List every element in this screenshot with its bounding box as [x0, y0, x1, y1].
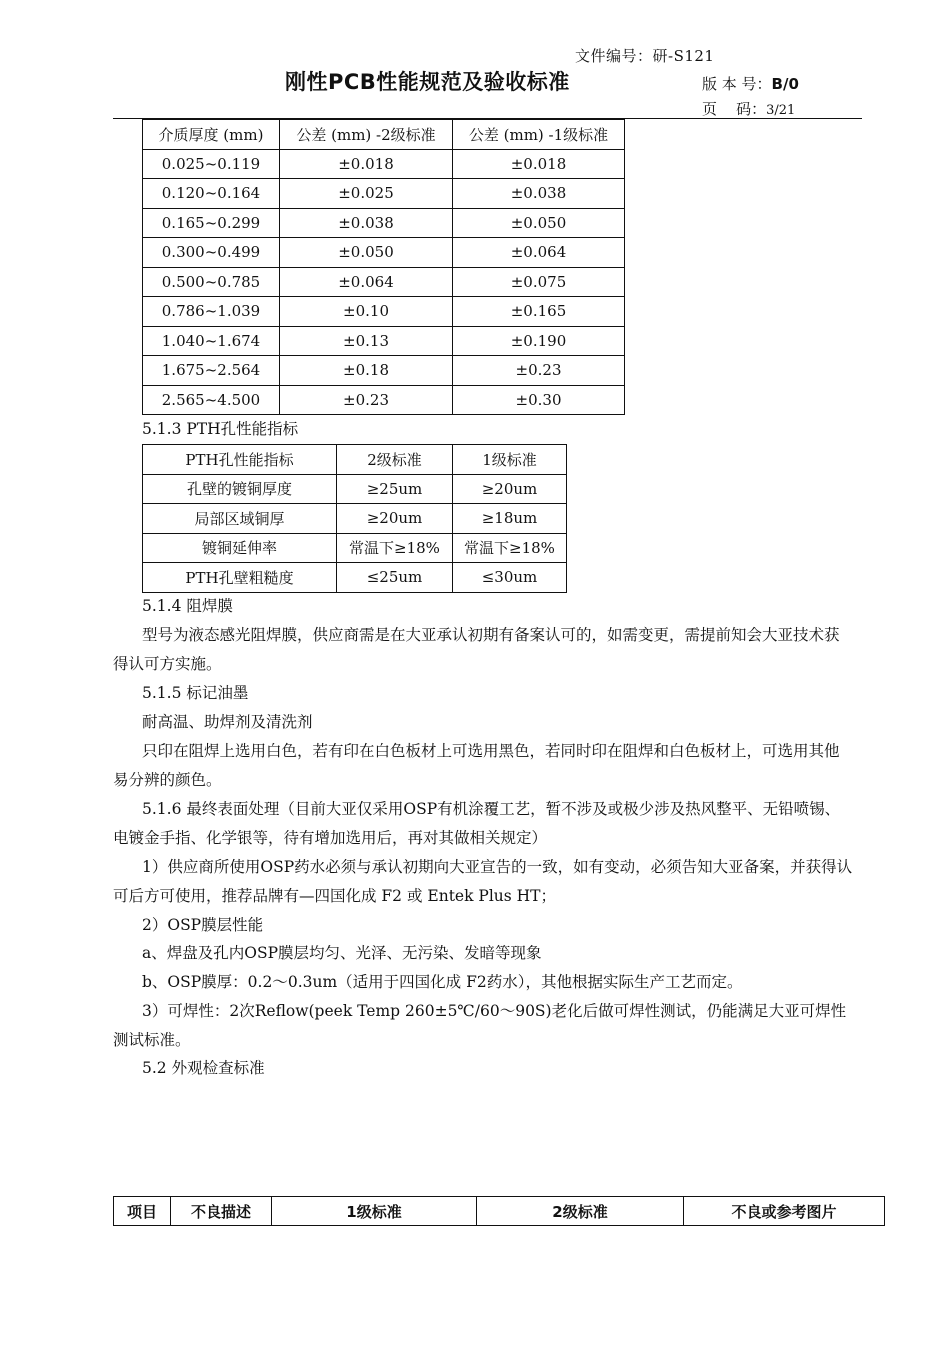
table-row: [143, 179, 625, 209]
cell: ≤30um: [453, 563, 567, 593]
cell: ±0.025: [280, 179, 453, 209]
section-heading-515: 5.1.5 标记油墨: [142, 684, 249, 702]
document-number: 文件编号：研-S121: [575, 47, 715, 65]
table-row: [143, 267, 625, 297]
cell: ±0.050: [280, 238, 453, 268]
cell: ±0.050: [453, 208, 625, 238]
table-row: [143, 297, 625, 327]
version-line: [702, 73, 799, 94]
header-cell: 不良描述: [171, 1197, 272, 1226]
cell: ±0.13: [280, 326, 453, 356]
section-heading-514: 5.1.4 阻焊膜: [142, 597, 233, 615]
cell: ±0.038: [453, 179, 625, 209]
header-cell: 介质厚度 (mm): [143, 120, 280, 150]
paragraph-solderability: 3）可焊性：2次Reflow(peek Temp 260±5℃/60～90S)老化后做可焊性测试，仍能满足大亚可焊性测试标准。: [113, 1002, 847, 1049]
cell: PTH孔壁粗糙度: [143, 563, 337, 593]
cell: ±0.23: [453, 356, 625, 386]
table-row: [143, 385, 625, 415]
cell: 常温下≥18%: [337, 533, 453, 563]
cell: ≥20um: [453, 474, 567, 504]
cell: ±0.23: [280, 385, 453, 415]
paragraph-osp-thickness: b、OSP膜厚：0.2～0.3um（适用于四国化成 F2药水），其他根据实际生产工艺而定。: [142, 973, 743, 991]
cell: 0.025~0.119: [143, 149, 280, 179]
cell: ≥20um: [337, 504, 453, 534]
cell: ±0.18: [280, 356, 453, 386]
version-value: B/0: [771, 75, 799, 93]
document-title: 刚性PCB性能规范及验收标准: [285, 70, 570, 94]
cell: ±0.165: [453, 297, 625, 327]
section-heading-513: 5.1.3 PTH孔性能指标: [142, 420, 299, 438]
cell: 0.165~0.299: [143, 208, 280, 238]
header-cell: 公差 (mm) -1级标准: [453, 120, 625, 150]
page-line: [702, 98, 795, 119]
cell: 1.675~2.564: [143, 356, 280, 386]
page-value: 3/21: [766, 103, 796, 118]
visual-inspection-table: [113, 1196, 885, 1226]
table-row: [143, 474, 567, 504]
cell: 2.565~4.500: [143, 385, 280, 415]
table-header-row: [143, 445, 567, 475]
cell: ±0.190: [453, 326, 625, 356]
header-cell: 1级标准: [453, 445, 567, 475]
pth-performance-table: [142, 444, 567, 593]
cell: ±0.064: [453, 238, 625, 268]
table-header-row: [143, 120, 625, 150]
table-row: [143, 504, 567, 534]
paragraph-osp-supplier: 1）供应商所使用OSP药水必须与承认初期向大亚宣告的一致，如有变动，必须告知大亚备案，并获得认可后方可使用，推荐品牌有—四国化成 F2 或 Entek Plus HT；: [113, 858, 853, 905]
table-row: [143, 238, 625, 268]
dielectric-tolerance-table: [142, 119, 625, 415]
paragraph-ink-color: 只印在阻焊上选用白色，若有印在白色板材上可选用黑色，若同时印在阻焊和白色板材上，可选用其他易分辨的颜色。: [113, 742, 840, 789]
header-cell: 2级标准: [337, 445, 453, 475]
cell: 常温下≥18%: [453, 533, 567, 563]
table-row: [143, 149, 625, 179]
paragraph-ink-resistance: 耐高温、助焊剂及清洗剂: [142, 713, 313, 731]
cell: ±0.018: [453, 149, 625, 179]
header-cell: 不良或参考图片: [684, 1197, 885, 1226]
cell: 局部区域铜厚: [143, 504, 337, 534]
paragraph-solder-mask: 型号为液态感光阻焊膜，供应商需是在大亚承认初期有备案认可的，如需变更，需提前知会大亚技术获得认可方实施。: [113, 626, 840, 673]
version-label: 版 本 号：: [702, 75, 772, 93]
section-heading-52: 5.2 外观检查标准: [142, 1059, 265, 1077]
header-cell: PTH孔性能指标: [143, 445, 337, 475]
header-cell: 项目: [114, 1197, 171, 1226]
table-header-row: [114, 1197, 885, 1226]
table-row: [143, 356, 625, 386]
cell: 1.040~1.674: [143, 326, 280, 356]
cell: 0.300~0.499: [143, 238, 280, 268]
header-cell: 公差 (mm) -2级标准: [280, 120, 453, 150]
cell: ±0.30: [453, 385, 625, 415]
table-row: [143, 326, 625, 356]
cell: ±0.10: [280, 297, 453, 327]
section-heading-516: 5.1.6 最终表面处理（目前大亚仅采用OSP有机涂覆工艺，暂不涉及或极少涉及热风整平、无铅喷锡、电镀金手指、化学银等，待有增加选用后，再对其做相关规定）: [113, 800, 841, 847]
cell: ≤25um: [337, 563, 453, 593]
paragraph-osp-film: 2）OSP膜层性能: [142, 916, 264, 934]
table-row: [143, 208, 625, 238]
cell: ±0.018: [280, 149, 453, 179]
paragraph-osp-uniformity: a、焊盘及孔内OSP膜层均匀、光泽、无污染、发暗等现象: [142, 944, 542, 962]
header-cell: 1级标准: [272, 1197, 477, 1226]
page-label: 页 码：: [702, 100, 767, 118]
cell: ±0.064: [280, 267, 453, 297]
table-row: [143, 563, 567, 593]
cell: 孔壁的镀铜厚度: [143, 474, 337, 504]
header-cell: 2级标准: [477, 1197, 684, 1226]
cell: ≥25um: [337, 474, 453, 504]
cell: 0.786~1.039: [143, 297, 280, 327]
table-row: [143, 533, 567, 563]
cell: ±0.038: [280, 208, 453, 238]
cell: ±0.075: [453, 267, 625, 297]
cell: 0.120~0.164: [143, 179, 280, 209]
cell: 0.500~0.785: [143, 267, 280, 297]
cell: ≥18um: [453, 504, 567, 534]
cell: 镀铜延伸率: [143, 533, 337, 563]
